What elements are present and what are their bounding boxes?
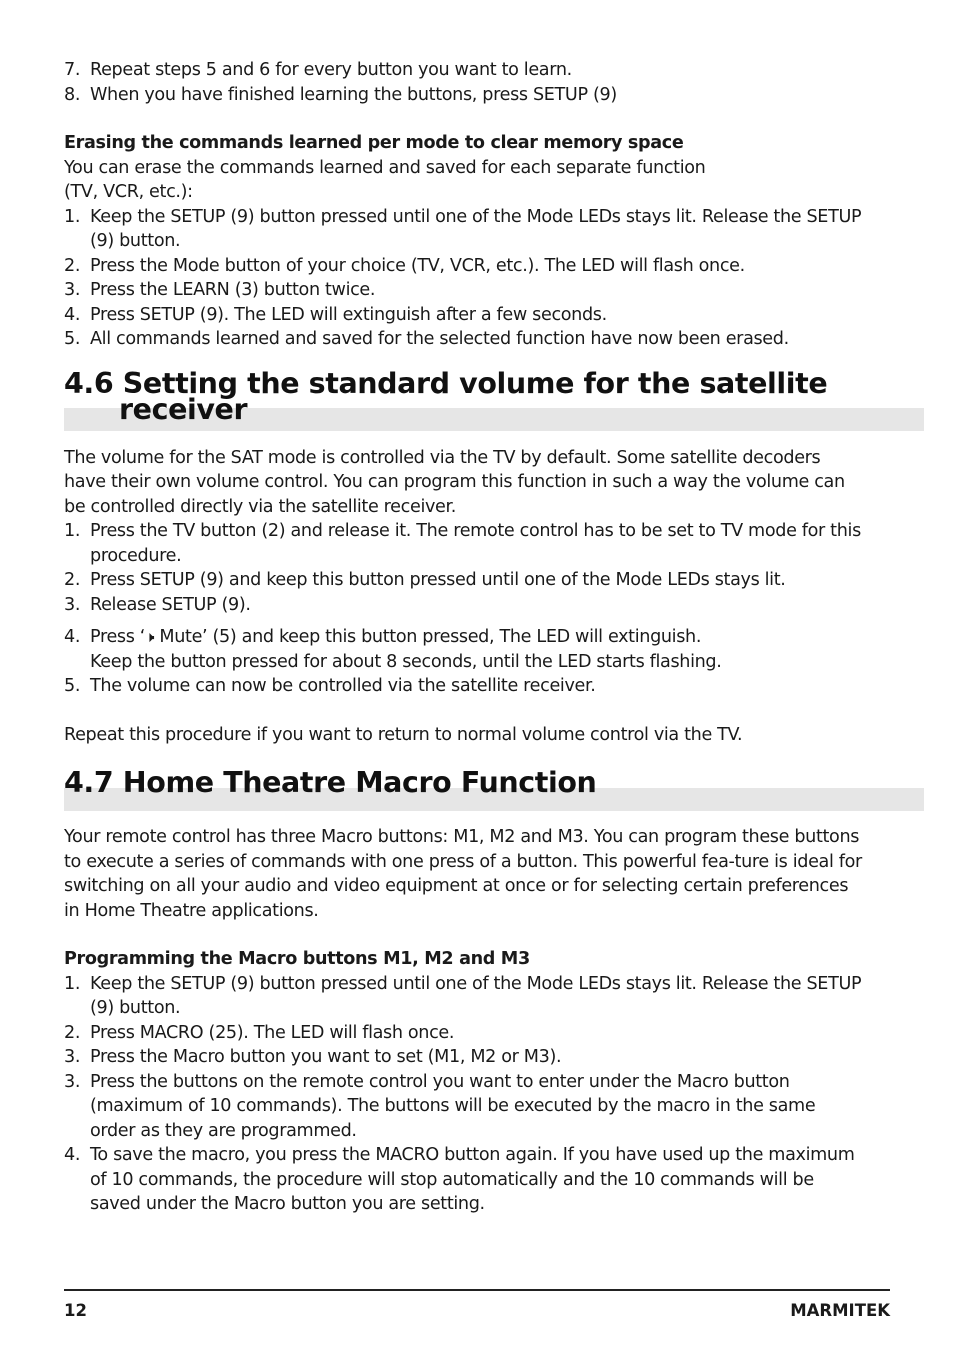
list-item	[64, 625, 864, 674]
page-footer	[64, 1289, 890, 1320]
list-text: Release SETUP (9).	[90, 594, 251, 615]
list-number: 3.	[64, 594, 81, 615]
list-item	[64, 303, 864, 328]
list-item	[64, 1070, 864, 1144]
list-number: 1.	[64, 973, 81, 994]
volume-steps-list	[64, 519, 864, 699]
erase-heading: Erasing the commands learned per mode to clear memory space	[64, 133, 684, 153]
list-item	[64, 568, 864, 593]
list-number: 4.	[64, 1145, 81, 1165]
section-title-text: 4.7 Home Theatre Macro Function	[64, 766, 597, 799]
list-text	[90, 625, 864, 674]
list-item	[64, 83, 864, 108]
list-text: Press the LEARN (3) button twice.	[90, 280, 376, 300]
list-text: Press SETUP (9). The LED will extinguish after a few seconds.	[90, 304, 607, 325]
list-text: Keep the SETUP (9) button pressed until one of the Mode LEDs stays lit. Release the SETUP (9) button.	[90, 973, 862, 1018]
list-number: 1.	[64, 521, 81, 541]
list-number: 2.	[64, 255, 81, 276]
list-text: To save the macro, you press the MACRO button again. If you have used up the maximum of 10 commands, the procedure will stop automatically and the 10 commands will be saved under the Macro button you are setting.	[90, 1145, 855, 1214]
list-number: 2.	[64, 1022, 81, 1043]
list-item	[64, 1045, 864, 1070]
top-steps-list	[64, 58, 864, 107]
list-text: The volume can now be controlled via the satellite receiver.	[90, 676, 596, 696]
brand-name: MARMITEK	[790, 1301, 890, 1320]
list-number: 4.	[64, 627, 81, 647]
list-text: Press SETUP (9) and keep this button pressed until one of the Mode LEDs stays lit.	[90, 570, 786, 590]
list-number: 7.	[64, 60, 81, 80]
list-number: 3.	[64, 1047, 81, 1067]
list-item	[64, 327, 864, 352]
step4-post: Mute’ (5) and keep this button pressed, The LED will extinguish.	[154, 627, 702, 647]
section-4-6-outro: Repeat this procedure if you want to return to normal volume control via the TV.	[64, 724, 743, 745]
list-text: Press the Macro button you want to set (M1, M2 or M3).	[90, 1047, 562, 1067]
section-4-7-intro: Your remote control has three Macro buttons: M1, M2 and M3. You can program these buttons to execute a series of commands with one press of a button. This powerful fea-ture is ideal for switching on all your audio and video equipment at once or for selecting certain preferences in Home Theatre applications.	[64, 827, 862, 921]
list-item	[64, 519, 864, 568]
list-item	[64, 1021, 864, 1046]
list-text: Press MACRO (25). The LED will flash once.	[90, 1022, 455, 1043]
erase-intro-line1: You can erase the commands learned and saved for each separate function	[64, 157, 706, 178]
list-text: When you have finished learning the buttons, press SETUP (9)	[90, 84, 617, 105]
list-item	[64, 674, 864, 699]
list-number: 5.	[64, 676, 81, 696]
macro-sub-heading: Programming the Macro buttons M1, M2 and M3	[64, 949, 530, 969]
list-number: 5.	[64, 329, 81, 349]
list-number: 2.	[64, 570, 81, 590]
erase-intro-line2: (TV, VCR, etc.):	[64, 182, 193, 202]
list-number: 4.	[64, 304, 81, 325]
section-title-4-7	[64, 765, 864, 811]
section-4-6-intro: The volume for the SAT mode is controlled via the TV by default. Some satellite decoders have their own volume control. You can program this function in such a way the volume can be controlled directly via the satellite receiver.	[64, 447, 845, 517]
page-number: 12	[64, 1301, 87, 1320]
list-text: Press the Mode button of your choice (TV, VCR, etc.). The LED will flash once.	[90, 255, 745, 276]
section-title-line1: 4.6 Setting the standard volume for the satellite	[64, 366, 828, 400]
step4-line2: Keep the button pressed for about 8 seconds, until the LED starts flashing.	[90, 651, 722, 672]
list-number: 3.	[64, 280, 81, 300]
list-item	[64, 278, 864, 303]
page-content	[64, 58, 864, 1217]
list-item	[64, 58, 864, 83]
list-number: 1.	[64, 206, 81, 227]
list-text: Press the TV button (2) and release it. The remote control has to be set to TV mode for this procedure.	[90, 521, 861, 566]
list-text: All commands learned and saved for the selected function have now been erased.	[90, 329, 789, 349]
list-item	[64, 205, 864, 254]
erase-steps-list	[64, 205, 864, 352]
list-text: Keep the SETUP (9) button pressed until one of the Mode LEDs stays lit. Release the SETUP (9) button.	[90, 206, 862, 251]
list-text: Press the buttons on the remote control you want to enter under the Macro button (maximum of 10 commands). The buttons will be executed by the macro in the same order as they are programmed.	[90, 1071, 816, 1141]
section-title-4-6	[64, 366, 864, 432]
list-item	[64, 593, 864, 618]
list-number: 8.	[64, 84, 81, 105]
section-title-line2: receiver	[119, 392, 248, 426]
mute-icon: 🕨	[145, 628, 155, 646]
list-text: Repeat steps 5 and 6 for every button you want to learn.	[90, 60, 572, 80]
list-item	[64, 1143, 864, 1217]
macro-steps-list	[64, 972, 864, 1217]
list-number: 3.	[64, 1071, 81, 1092]
list-item	[64, 972, 864, 1021]
list-item	[64, 254, 864, 279]
step4-pre: Press ‘	[90, 627, 146, 647]
